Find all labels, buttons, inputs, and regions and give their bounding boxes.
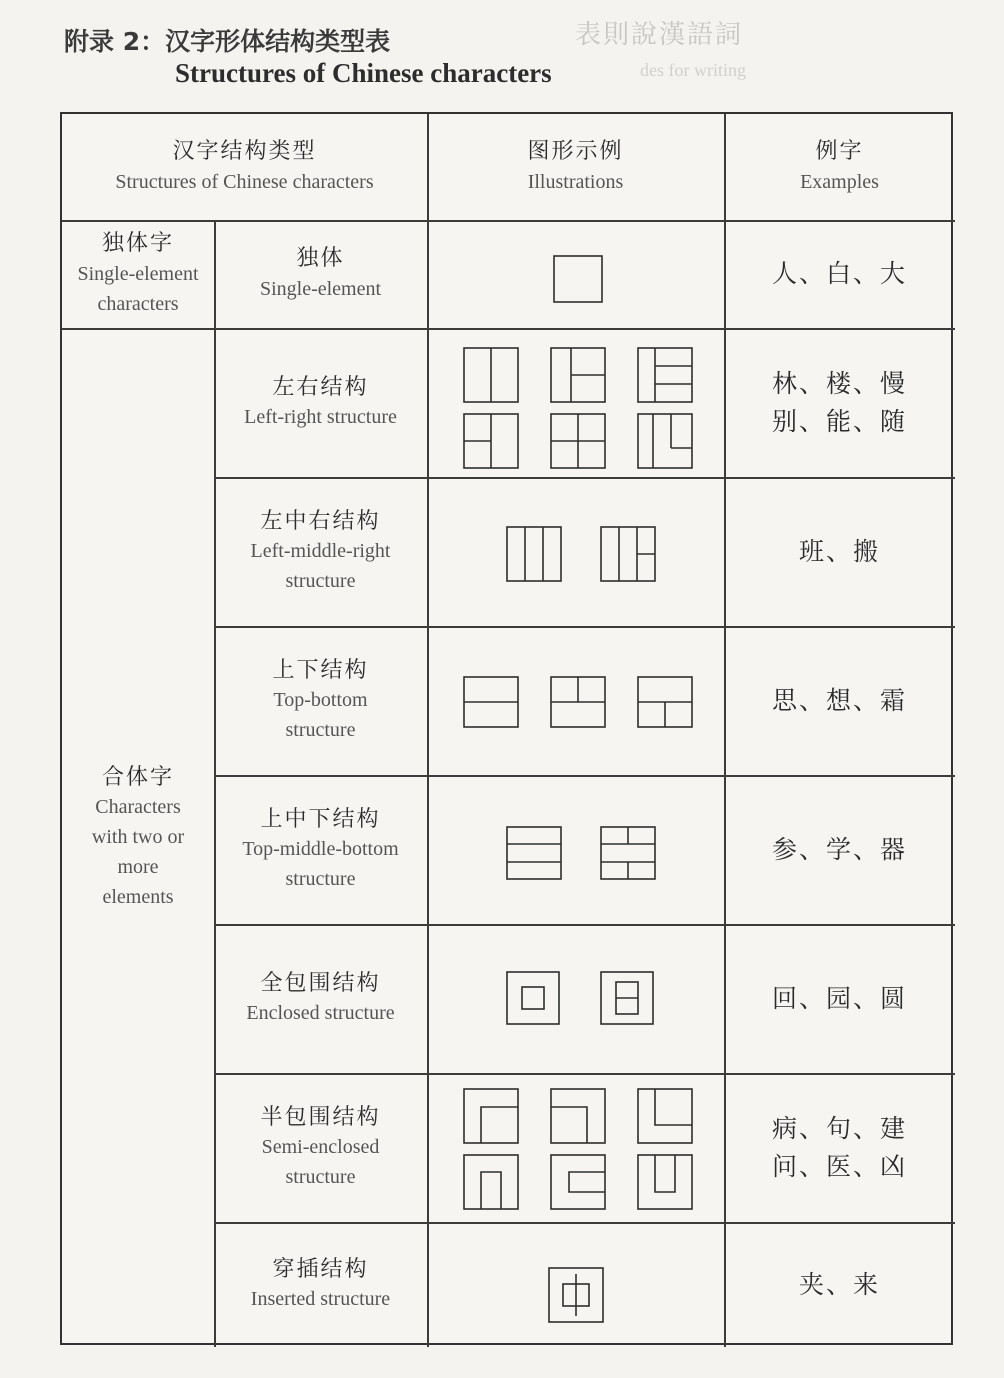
row-examples-line1: 夹、来 (798, 1269, 880, 1299)
group-compound-zh: 合体字 (101, 764, 174, 790)
row-type-zh: 上下结构 (272, 657, 369, 683)
row-type-en: Inserted structure (250, 1288, 391, 1311)
row-examples (724, 626, 955, 775)
row-examples-line1: 病、句、建 (771, 1114, 907, 1143)
bleed-through-text-en: des for writing (640, 60, 746, 80)
row-examples (724, 1073, 955, 1222)
row-type-zh: 半包围结构 (260, 1104, 381, 1130)
row-examples-line1: 林、楼、慢 (771, 369, 907, 398)
illustration-top-middle-bottom (427, 775, 724, 924)
row-examples (724, 924, 955, 1073)
group-single (62, 220, 214, 328)
glyph-se-2 (551, 1089, 605, 1143)
row-examples-line2: 问、医、凶 (771, 1151, 907, 1181)
glyph-ins-1 (549, 1268, 603, 1322)
row-examples-line1: 思、想、霜 (771, 685, 907, 715)
row-examples (724, 1222, 955, 1347)
row-type (214, 1222, 427, 1347)
row-type-zh: 左中右结构 (260, 508, 381, 534)
row-type-en: structure (285, 868, 356, 891)
bleed-through-text: 表則說漢語詞 (575, 20, 744, 50)
row-type-en: Single-element (259, 277, 382, 300)
row-examples-line2: 别、能、随 (771, 406, 907, 436)
group-compound-en: elements (102, 886, 174, 909)
glyph-tb-2 (551, 677, 605, 727)
glyph-lmr-2 (601, 527, 655, 581)
row-examples-line1: 人、白、大 (771, 259, 907, 289)
header-illustrations-en: Illustrations (527, 170, 624, 193)
illustration-box (554, 256, 602, 302)
glyph-enc-1 (507, 972, 559, 1024)
row-examples (724, 477, 955, 626)
row-type-en: Left-middle-right (250, 540, 391, 563)
glyph-tmb-2 (601, 827, 655, 879)
row-type-en: Enclosed structure (246, 1002, 395, 1025)
group-compound-en: with two or (91, 826, 185, 849)
page-subtitle: Structures of Chinese characters (175, 58, 552, 88)
header-examples-zh: 例字 (815, 139, 864, 165)
row-type-en: Left-right structure (244, 406, 397, 429)
glyph-lr-3 (638, 348, 692, 402)
group-single-en: characters (97, 292, 179, 315)
row-examples (724, 328, 955, 477)
group-compound-en: more (117, 856, 159, 879)
row-type (214, 477, 427, 626)
header-type-en: Structures of Chinese characters (115, 170, 374, 193)
illustration-top-bottom (427, 626, 724, 775)
group-compound-en: Characters (95, 796, 181, 819)
row-type (214, 220, 427, 328)
glyph-tb-1 (464, 677, 518, 727)
glyph-se-4 (464, 1155, 518, 1209)
row-type-en: structure (285, 1166, 356, 1189)
row-examples-line1: 回、园、圆 (771, 983, 907, 1013)
glyph-lr-4 (464, 414, 518, 468)
row-examples (724, 220, 955, 328)
glyph-se-6 (638, 1155, 692, 1209)
group-single-zh: 独体字 (101, 231, 174, 257)
illustration-semi-enclosed (427, 1073, 724, 1222)
row-examples (724, 775, 955, 924)
header-illustrations-zh: 图形示例 (527, 139, 624, 165)
header-examples (724, 114, 955, 220)
illustration-left-right (427, 328, 724, 477)
header-illustrations (427, 114, 724, 220)
glyph-lr-2 (551, 348, 605, 402)
glyph-se-5 (551, 1155, 605, 1209)
group-compound (62, 328, 214, 1347)
row-type (214, 1073, 427, 1222)
structure-table (60, 112, 953, 1345)
row-type (214, 775, 427, 924)
row-examples-line1: 班、搬 (798, 536, 880, 566)
row-type-en: Top-bottom (273, 689, 368, 712)
row-type (214, 626, 427, 775)
row-type-zh: 全包围结构 (260, 970, 381, 996)
row-type-zh: 上中下结构 (260, 806, 381, 832)
glyph-lr-5 (551, 414, 605, 468)
row-type-zh: 左右结构 (272, 374, 369, 400)
group-single-en: Single-element (77, 262, 199, 285)
row-examples-line1: 参、学、器 (771, 834, 907, 864)
header-examples-en: Examples (800, 170, 879, 193)
glyph-enc-2 (601, 972, 653, 1024)
glyph-tb-3 (638, 677, 692, 727)
row-type-zh: 穿插结构 (272, 1256, 369, 1282)
row-type-en: Top-middle-bottom (242, 838, 399, 861)
page-title: 附录 2：汉字形体结构类型表 (64, 27, 391, 56)
row-type-en: Semi-enclosed (261, 1136, 380, 1159)
row-type (214, 328, 427, 477)
illustration-left-middle-right (427, 477, 724, 626)
illustration-enclosed (427, 924, 724, 1073)
header-type (62, 114, 427, 220)
illustration-inserted (427, 1222, 724, 1347)
illustration-single-element (427, 220, 724, 328)
row-type-en: structure (285, 719, 356, 742)
glyph-se-3 (638, 1089, 692, 1143)
row-type (214, 924, 427, 1073)
glyph-lr-1 (464, 348, 518, 402)
glyph-tmb-1 (507, 827, 561, 879)
header-type-zh: 汉字结构类型 (172, 139, 317, 165)
glyph-lmr-1 (507, 527, 561, 581)
glyph-lr-6 (638, 414, 692, 468)
row-type-zh: 独体 (296, 246, 345, 272)
row-type-en: structure (285, 570, 356, 593)
glyph-se-1 (464, 1089, 518, 1143)
